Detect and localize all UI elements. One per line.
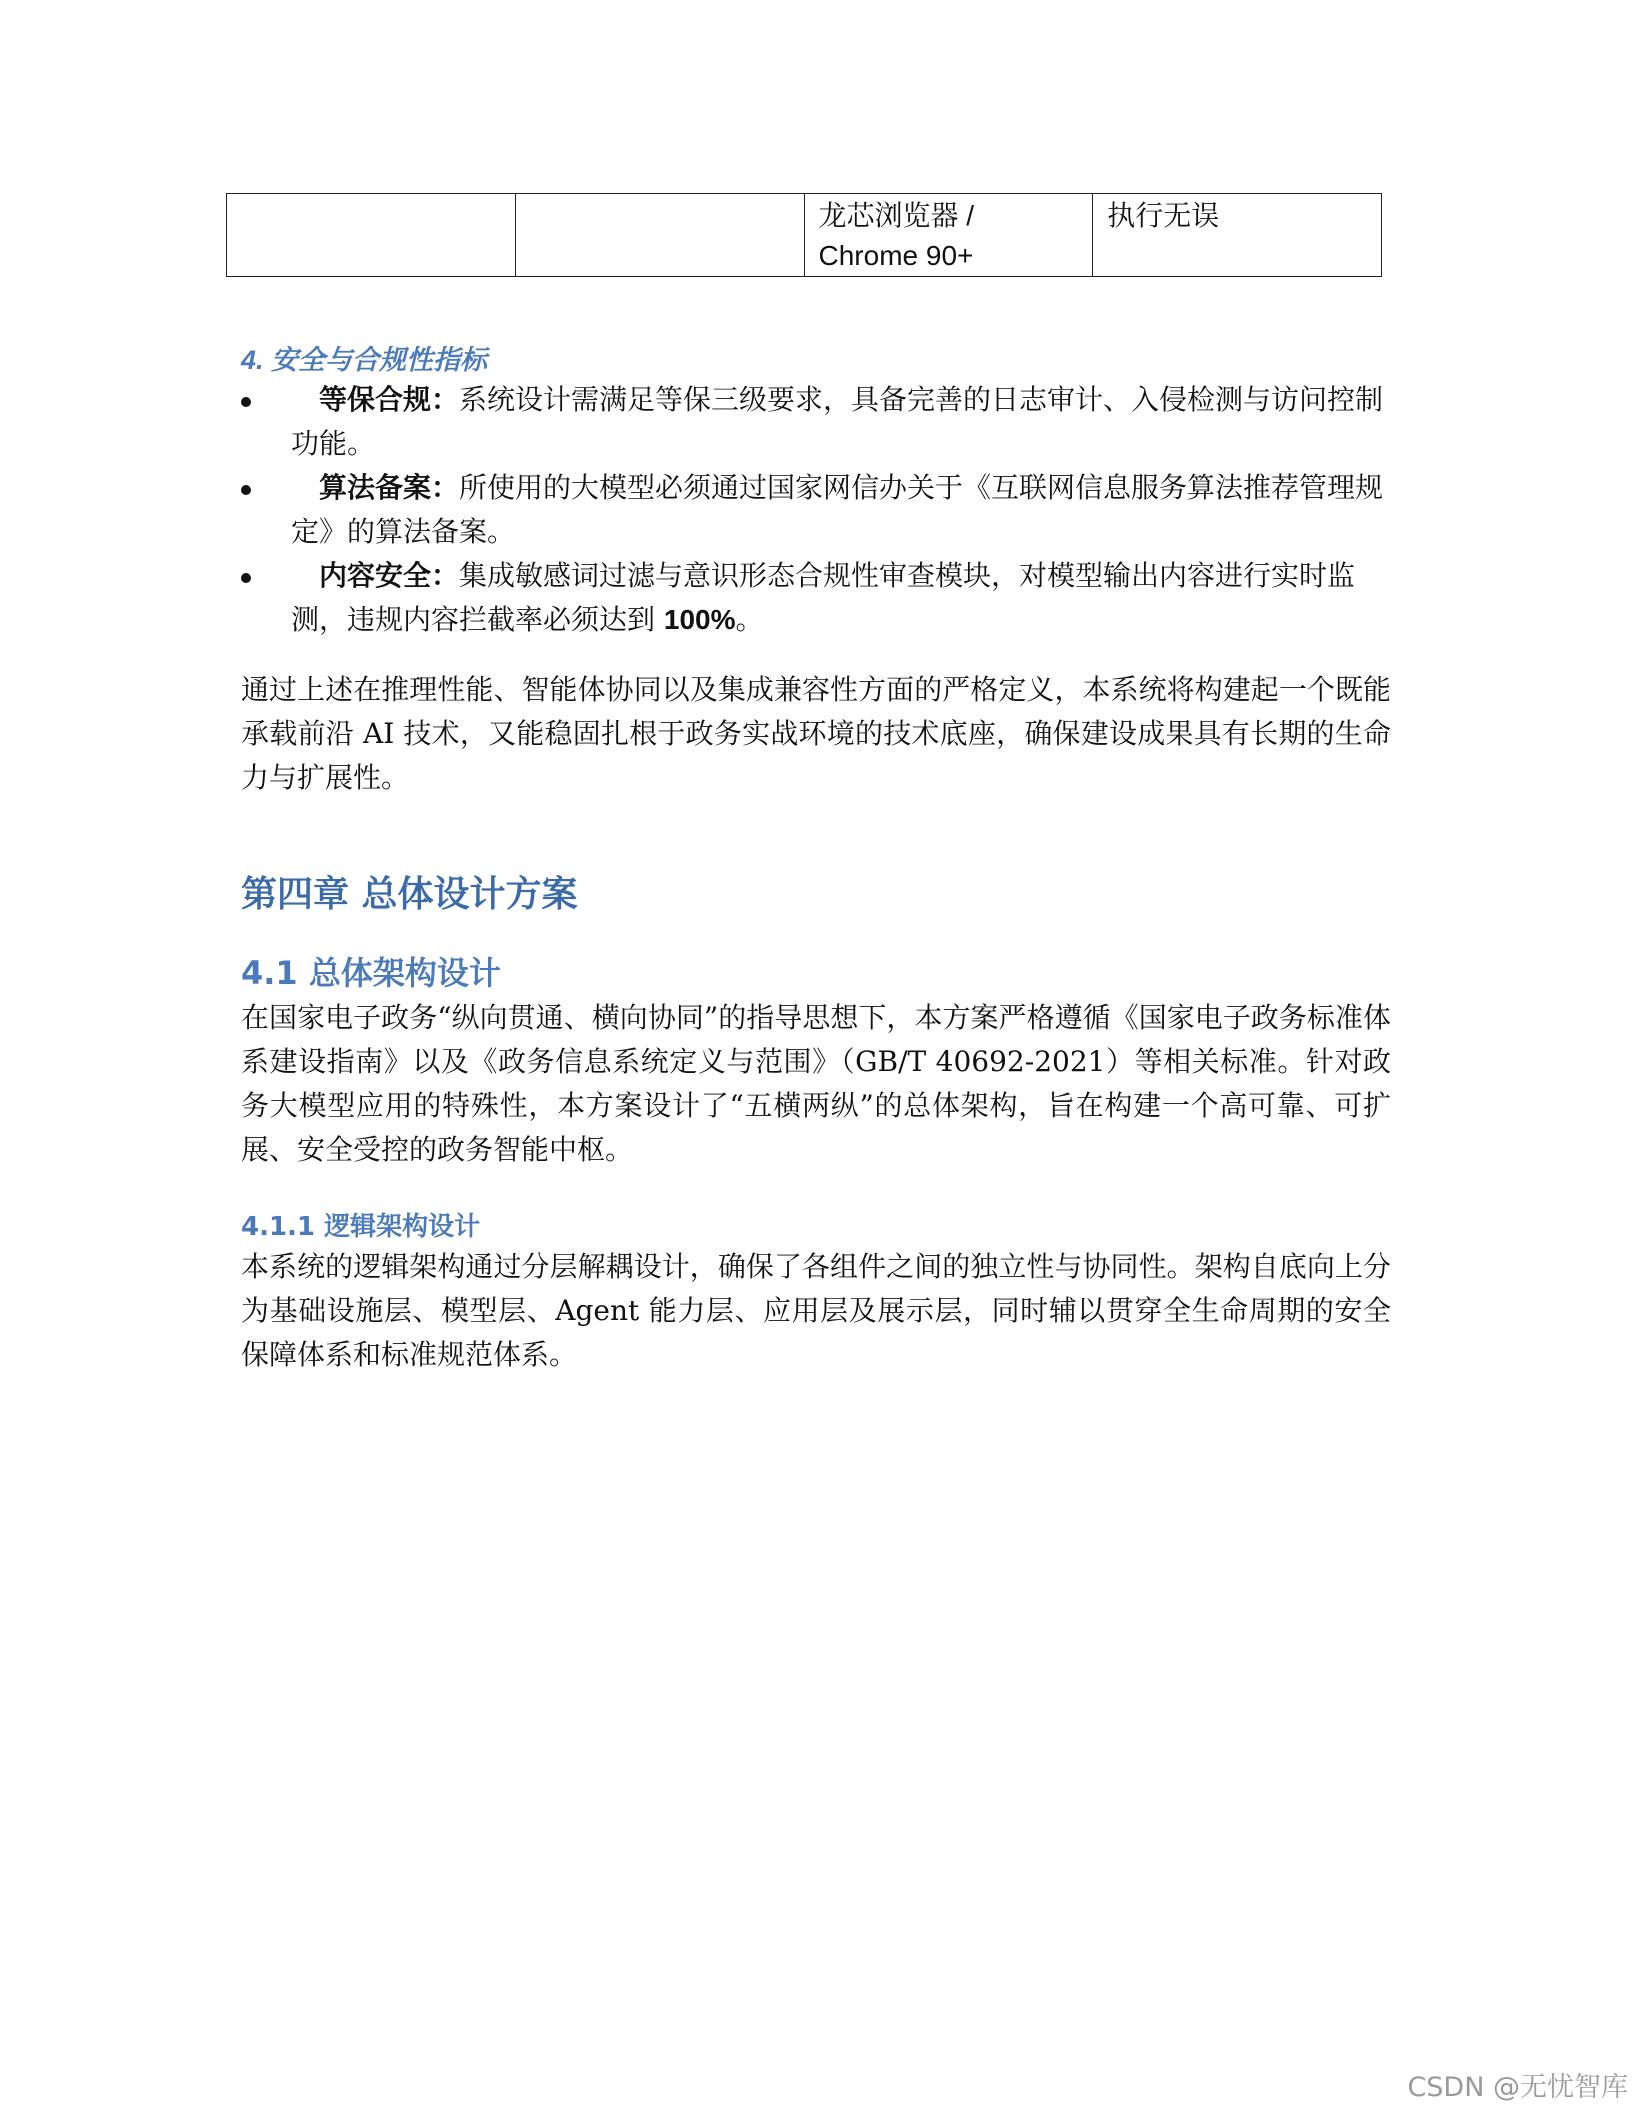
table-row [227, 194, 1382, 277]
list-item-term: 内容安全： [319, 559, 460, 592]
bullet-icon [241, 397, 251, 407]
table-cell: 执行无误 [1093, 194, 1382, 277]
compliance-list [241, 378, 1391, 642]
table-cell [227, 194, 516, 277]
section-paragraph: 在国家电子政务“纵向贯通、横向协同”的指导思想下，本方案严格遵循《国家电子政务标准体系建设指南》以及《政务信息系统定义与范围》（GB/T 40692-2021）等相关标准。针对政务大模型应用的特殊性，本方案设计了“五横两纵”的总体架构，旨在构建一个高可靠、可扩展、安全受控的政务智能中枢。 [241, 1001, 1391, 1166]
list-item-text: 系统设计需满足等保三级要求，具备完善的日志审计、入侵检测与访问控制功能。 [291, 383, 1384, 460]
subsection-paragraph: 本系统的逻辑架构通过分层解耦设计，确保了各组件之间的独立性与协同性。架构自底向上分为基础设施层、模型层、Agent 能力层、应用层及展示层，同时辅以贯穿全生命周期的安全保障体系和标准规范体系。 [241, 1250, 1391, 1371]
list-item-text: 集成敏感词过滤与意识形态合规性审查模块，对模型输出内容进行实时监测，违规内容拦截率必须达到 [291, 559, 1356, 636]
list-item-text: 所使用的大模型必须通过国家网信办关于《互联网信息服务算法推荐管理规定》的算法备案。 [291, 471, 1384, 548]
compliance-heading: 4. 安全与合规性指标 [241, 345, 488, 375]
list-item-term: 算法备案： [319, 471, 460, 504]
watermark: CSDN @无忧智库 [1407, 2072, 1628, 2103]
section-title: 4.1 总体架构设计 [241, 954, 501, 992]
percentage-value: 100% [663, 604, 736, 635]
bullet-icon [241, 573, 251, 583]
summary-paragraph: 通过上述在推理性能、智能体协同以及集成兼容性方面的严格定义，本系统将构建起一个既能承载前沿 AI 技术，又能稳固扎根于政务实战环境的技术底座，确保建设成果具有长期的生命力与扩展性。 [241, 673, 1391, 794]
table-cell: 龙芯浏览器 / Chrome 90+ [804, 194, 1093, 277]
list-item-term: 等保合规： [319, 383, 460, 416]
list-item [241, 378, 1391, 466]
subsection-title: 4.1.1 逻辑架构设计 [241, 1212, 481, 1242]
chapter-title: 第四章 总体设计方案 [241, 874, 578, 915]
requirements-table-fragment [226, 193, 1382, 277]
list-item [241, 554, 1391, 642]
list-item [241, 466, 1391, 554]
bullet-icon [241, 485, 251, 495]
list-item-tail: 。 [735, 603, 764, 636]
table-cell [515, 194, 804, 277]
